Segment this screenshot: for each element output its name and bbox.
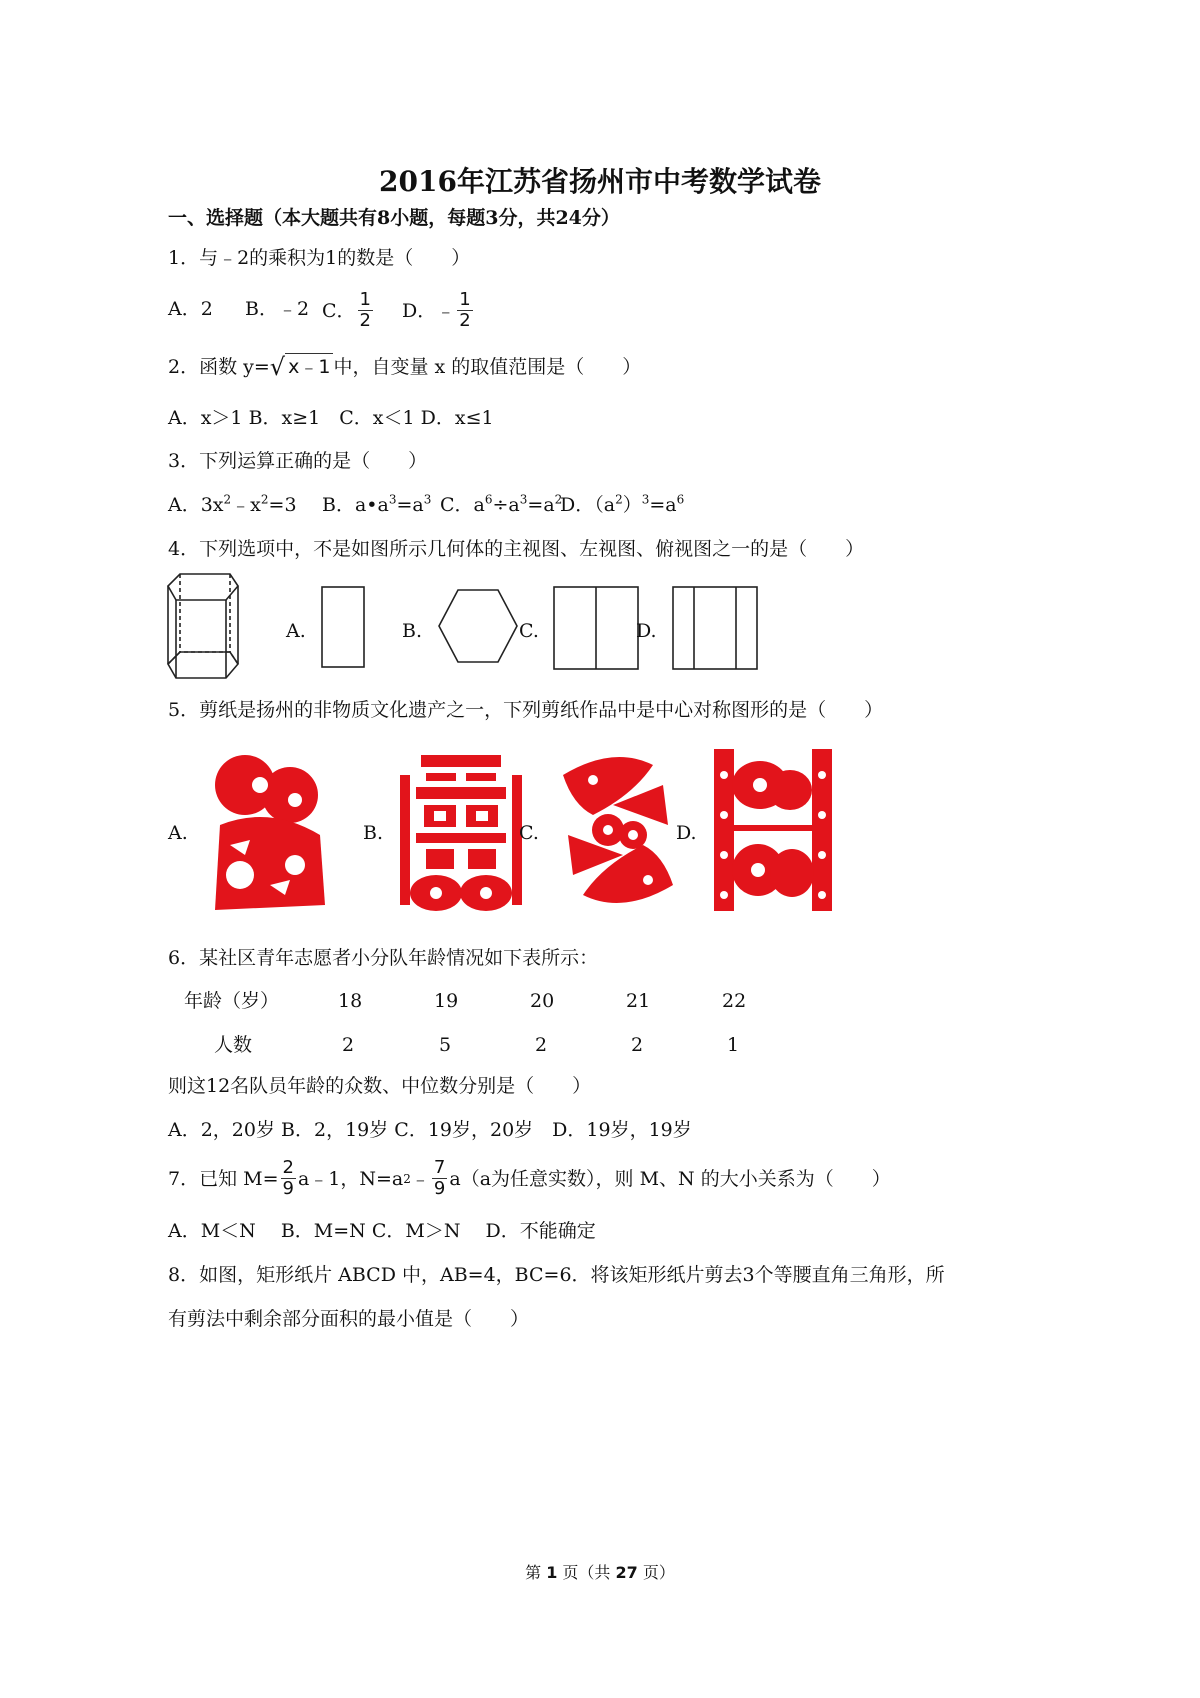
q7-text: a（a为任意实数），则 M、N 的大小关系为（ ） [449,1167,891,1190]
fraction-numerator: 1 [359,289,371,310]
q7-options: A．M＜N B．M=N C．M＞N D．不能确定 [168,1220,596,1242]
q3-c-text: =a [527,494,555,516]
q6-question: 则这12名队员年龄的众数、中位数分别是（ ） [168,1075,592,1097]
q1-stem: 1．与﹣2的乘积为1的数是（ ） [168,247,471,269]
q3-d-text: ） [622,494,642,516]
fraction-denominator: 9 [282,1178,294,1199]
q1-option-c-fraction [358,290,373,331]
q3-option-b [322,492,431,518]
exponent: 2 [615,492,623,507]
age-cell: 20 [530,990,555,1012]
q5-option-d-label: D. [676,822,697,844]
footer-total-pages: 27 [615,1563,638,1582]
count-cell: 2 [535,1034,548,1056]
q7-text: a﹣1，N=a [297,1167,404,1190]
q5-option-c-label: C. [519,822,539,844]
q3-option-a [168,492,297,518]
q3-b-text: =a [396,494,424,516]
q1-option-d-label: D．﹣ [402,299,456,322]
count-row-label: 人数 [214,1034,253,1056]
q1-option-d-fraction [457,290,472,331]
q4-option-d-label: D. [636,620,657,642]
age-cell: 19 [434,990,459,1012]
q5-stem: 5．剪纸是扬州的非物质文化遗产之一，下列剪纸作品中是中心对称图形的是（ ） [168,699,884,721]
page-footer [0,1560,1200,1583]
q3-a-text: A．3x [168,494,224,516]
q7-m-fraction [281,1158,296,1199]
count-cell: 2 [342,1034,355,1056]
q2-radicand: x﹣1 [285,353,333,380]
q1-option-c [322,290,375,331]
q8-line-1: 8．如图，矩形纸片 ABCD 中，AB=4，BC=6．将该矩形纸片剪去3个等腰直角三角形，所 [168,1264,945,1286]
exponent: 6 [676,492,685,507]
q4-option-c-figure [553,586,639,670]
q3-d-text: =a [649,494,677,516]
q7-stem: 7．已知 M= $\frac{2}{9}$ a﹣1，N=a 2 ﹣ $\frac{7}{9}$ a（a为任意实数），则 M、N 的大小关系为（ ） [168,1157,891,1199]
q4-option-b-label: B. [402,620,423,642]
q3-option-c [440,492,562,518]
q1-option-a: A．2 [168,298,213,320]
q3-b-text: B．a•a [322,494,389,516]
q2-stem-pre: 2．函数 y= [168,355,270,378]
exponent: 2 [260,492,269,507]
q3-c-text: C．a [440,494,485,516]
footer-page-number: 1 [546,1563,558,1582]
q4-option-b-hexagon [437,588,519,664]
count-cell: 1 [727,1034,740,1056]
exponent: 3 [519,492,528,507]
exponent: 3 [423,492,432,507]
q1-option-c-label: C． [322,299,356,322]
footer-text: 第 [525,1563,547,1582]
fraction-numerator: 7 [433,1157,446,1178]
radical-sign-icon: √ [269,352,286,381]
papercut-fish-image [553,745,683,915]
q4-option-a-label: A. [286,620,306,642]
fraction-denominator: 2 [359,310,371,331]
papercut-monkey-image [200,745,340,915]
age-row-label: 年龄（岁） [184,990,280,1012]
count-cell: 5 [439,1034,452,1056]
footer-text: 页） [637,1563,675,1582]
q3-c-text: ÷a [492,494,520,516]
fraction-numerator: 2 [282,1157,294,1178]
fraction-denominator: 2 [459,310,471,331]
q4-stem: 4．下列选项中，不是如图所示几何体的主视图、左视图、俯视图之一的是（ ） [168,538,865,560]
fraction-denominator: 9 [433,1178,446,1199]
age-cell: 18 [338,990,363,1012]
q6-stem: 6．某社区青年志愿者小分队年龄情况如下表所示： [168,947,599,969]
exponent: 2 [554,492,563,507]
exponent: 3 [641,492,650,507]
q4-option-d-figure [672,586,758,670]
age-cell: 21 [626,990,651,1012]
q6-options: A．2，20岁 B．2，19岁 C．19岁，20岁 D．19岁，19岁 [168,1119,692,1141]
age-cell: 22 [722,990,747,1012]
papercut-floral-image [710,745,836,915]
section-heading: 一、选择题（本大题共有8小题，每题3分，共24分） [168,207,620,229]
q2-stem [168,353,641,380]
q7-text: ﹣ [410,1167,430,1190]
q5-option-a-label: A. [168,822,188,844]
q3-stem: 3．下列运算正确的是（ ） [168,450,428,472]
q2-options: A．x＞1 B．x≥1 C．x＜1 D．x≤1 [168,407,494,429]
exponent: 6 [484,492,493,507]
q1-option-d [402,290,475,331]
q1-option-b: B．﹣2 [245,298,310,320]
q2-stem-post: 中，自变量 x 的取值范围是（ ） [333,355,642,378]
q3-option-d [560,492,684,518]
q3-d-text: D．（a [560,494,616,516]
papercut-double-happiness-image [396,745,526,915]
footer-text: 页（共 [557,1563,616,1582]
q7-n-fraction [432,1158,447,1199]
q5-option-b-label: B. [363,822,384,844]
q4-option-a-figure [321,586,365,668]
count-cell: 2 [631,1034,644,1056]
exponent: 2 [223,492,232,507]
hexagonal-prism-figure [166,570,242,682]
q7-text: 7．已知 M= [168,1167,279,1190]
q8-line-2: 有剪法中剩余部分面积的最小值是（ ） [168,1308,530,1330]
exponent: 3 [388,492,397,507]
fraction-numerator: 1 [459,289,471,310]
q4-option-c-label: C. [519,620,539,642]
page-title: 2016年江苏省扬州市中考数学试卷 [379,165,821,198]
q3-a-text: =3 [268,494,297,516]
q3-a-text: ﹣x [231,494,261,516]
